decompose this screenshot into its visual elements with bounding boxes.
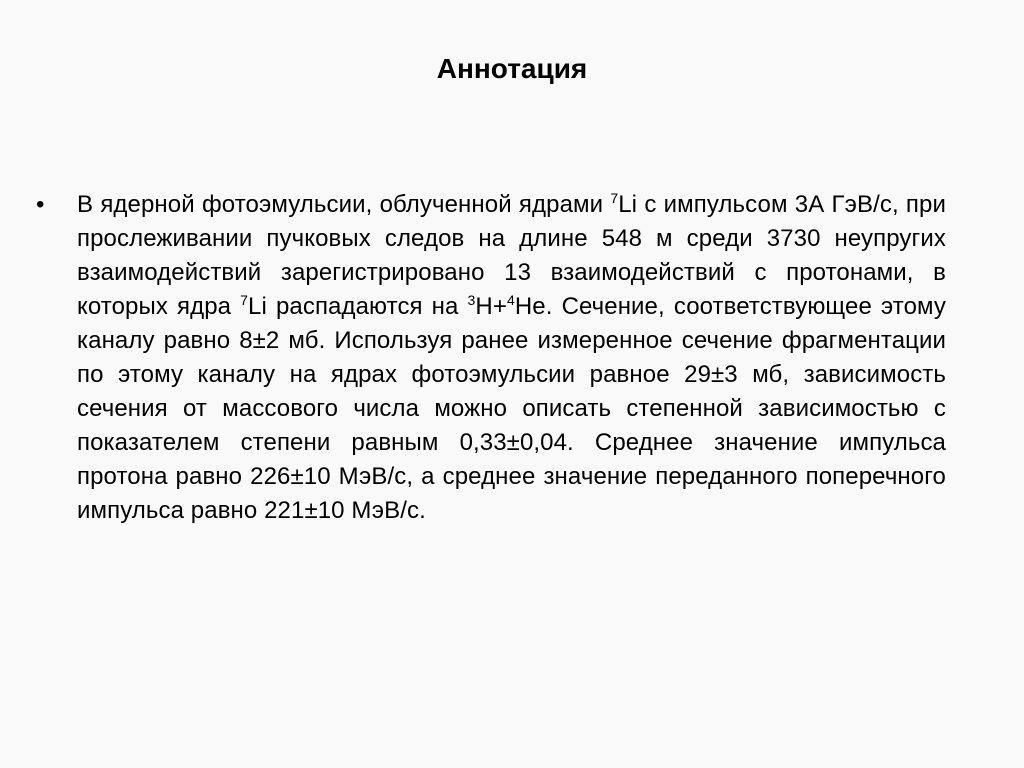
superscript-h-mass: 3 — [467, 292, 476, 308]
text-segment-5: He. Сечение, соответствующее этому каналу равно 8±2 мб. Используя ранее измеренное сечение фрагментации по этому каналу на ядрах фотоэмульсии равное 29±3 мб, зависимость сечения от массового числа можно описать степенной зависимостью с показателем степени равным 0,33±0,04. Среднее значение импульса протона равно 226±10 МэВ/с, а среднее значение переданного поперечного импульса равно 221±10 МэВ/с. — [77, 293, 946, 524]
text-segment-2: Li с импульсом 3А ГэВ/с, при прослеживании пучковых следов на длине 548 м среди 3730 неупругих взаимодействий зарегистрировано 13 взаимодействий с протонами, в которых ядра — [77, 191, 946, 320]
text-segment-1: В ядерной фотоэмульсии, облученной ядрами — [77, 191, 611, 218]
bullet-marker: • — [36, 191, 45, 218]
text-segment-3: Li распадаются на — [248, 293, 468, 320]
superscript-he-mass: 4 — [506, 292, 515, 308]
slide-title: Аннотация — [436, 53, 588, 84]
text-segment-4: H+ — [475, 293, 507, 320]
bullet-text — [77, 188, 946, 528]
superscript-li-mass-1: 7 — [610, 190, 619, 206]
superscript-li-mass-2: 7 — [240, 292, 249, 308]
